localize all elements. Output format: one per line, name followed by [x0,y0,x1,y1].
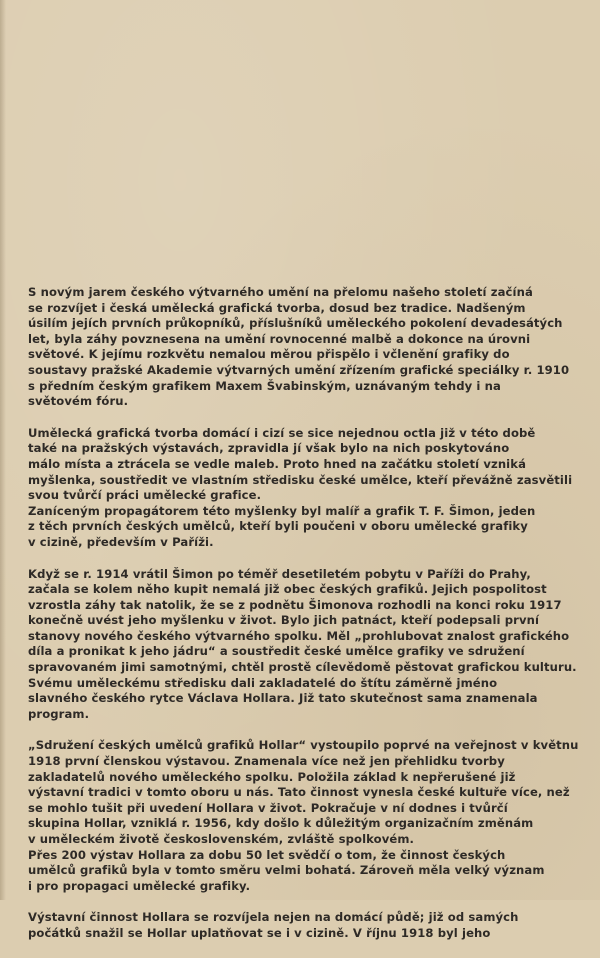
text-line: program. [28,706,90,721]
text-line: let, byla záhy povznesena na umění rovnocenné malbě a dokonce na úrovni [28,331,531,346]
text-line: Svému uměleckému středisku dali zakladatelé do štítu záměrně jméno [28,675,498,690]
text-line: v uměleckém životě československém, zvláště spolkovém. [28,832,415,846]
text-line: 1918 první členskou výstavou. Znamenala více než jen přehlidku tvorby [28,754,505,769]
paragraph-4 [28,567,588,723]
text-line: slavného českého rytce Václava Hollara. Již tato skutečnost sama znamenala [28,691,538,706]
paragraph-7 [28,910,588,941]
text-line: Výstavní činnost Hollara se rozvíjela nejen na domácí půdě; již od samých [28,910,519,925]
text-line: Zaníceným propagátorem této myšlenky byl malíř a grafik T. F. Šimon, jeden [28,503,536,518]
text-line: z těch prvních českých umělců, kteří byli poučeni v oboru umělecké grafiky [28,519,528,534]
text-line: se mohlo tušit při uvedení Hollara v život. Pokračuje v ní dodnes i tvůrčí [28,800,508,815]
text-line: umělců grafiků byla v tomto směru velmi bohatá. Zároveň měla velký význam [28,863,545,878]
text-line: S novým jarem českého výtvarného umění na přelomu našeho století začíná [28,285,533,299]
text-line: Když se r. 1914 vrátil Šimon po téměř desetiletém pobytu v Paříži do Prahy, [28,566,531,581]
text-line: Přes 200 výstav Hollara za dobu 50 let svědčí o tom, že činnost českých [28,847,506,862]
page-binding-edge [0,0,6,900]
text-line: v cizině, především v Paříži. [28,534,214,549]
text-line: soustavy pražské Akademie výtvarných umění zřízením grafické speciálky r. 1910 [28,362,570,377]
text-line: také na pražských výstavách, zpravidla jí však bylo na nich poskytováno [28,441,510,456]
text-line: úsilím jejích prvních průkopníků, příslušníků uměleckého pokolení devadesátých [28,316,563,331]
paragraph-3 [28,504,588,551]
text-line: výstavní tradici v tomto oboru u nás. Tato činnost vynesla české kultuře více, než [28,785,570,800]
text-line: málo místa a ztrácela se vedle maleb. Proto hned na začátku století vzniká [28,456,526,471]
text-line: spravovaném jimi samotnými, chtěl prostě cílevědomě pěstovat grafickou kulturu. [28,660,577,675]
text-line: světovém fóru. [28,394,129,409]
text-line: počátků snažil se Hollar uplatňovat se i v cizině. V říjnu 1918 byl jeho [28,925,491,940]
text-line: vzrostla záhy tak natolik, že se z podnětu Šimonova rozhodli na konci roku 1917 [28,597,562,612]
text-line: díla a pronikat k jeho jádru“ a soustředit české umělce grafiky ve sdružení [28,644,525,659]
paragraph-2 [28,426,588,504]
text-line: se rozvíjet i česká umělecká grafická tvorba, dosud bez tradice. Nadšeným [28,300,526,315]
text-line: i pro propagaci umělecké grafiky. [28,878,251,893]
text-line: stanovy nového českého výtvarného spolku. Měl „prohlubovat znalost grafického [28,628,570,643]
paragraph-1 [28,285,588,410]
body-text [28,285,588,958]
paragraph-5 [28,738,588,847]
text-line: konečně uvést jeho myšlenku v život. Bylo jich patnáct, kteří podepsali první [28,613,540,628]
text-line: zakladatelů nového uměleckého spolku. Položila základ k nepřerušené již [28,769,516,784]
text-line: skupina Hollar, vzniklá r. 1956, kdy došlo k důležitým organizačním změnám [28,816,534,831]
text-line: „Sdružení českých umělců grafiků Hollar“ vystoupilo poprvé na veřejnost v květnu [28,738,579,753]
text-line: myšlenka, soustředit ve vlastním středisku české umělce, kteří převážně zasvětili [28,472,573,487]
text-line: světové. K jejímu rozkvětu nemalou měrou přispělo i včlenění grafiky do [28,347,510,362]
paragraph-6 [28,848,588,895]
text-line: začala se kolem něho kupit nemalá již obec českých grafiků. Jejich pospolitost [28,582,547,597]
text-line: Umělecká grafická tvorba domácí i cizí se sice nejednou octla již v této době [28,425,536,440]
text-line: svou tvůrčí práci umělecké grafice. [28,488,262,503]
text-line: s předním českým grafikem Maxem Švabinským, uznávaným tehdy i na [28,378,501,393]
